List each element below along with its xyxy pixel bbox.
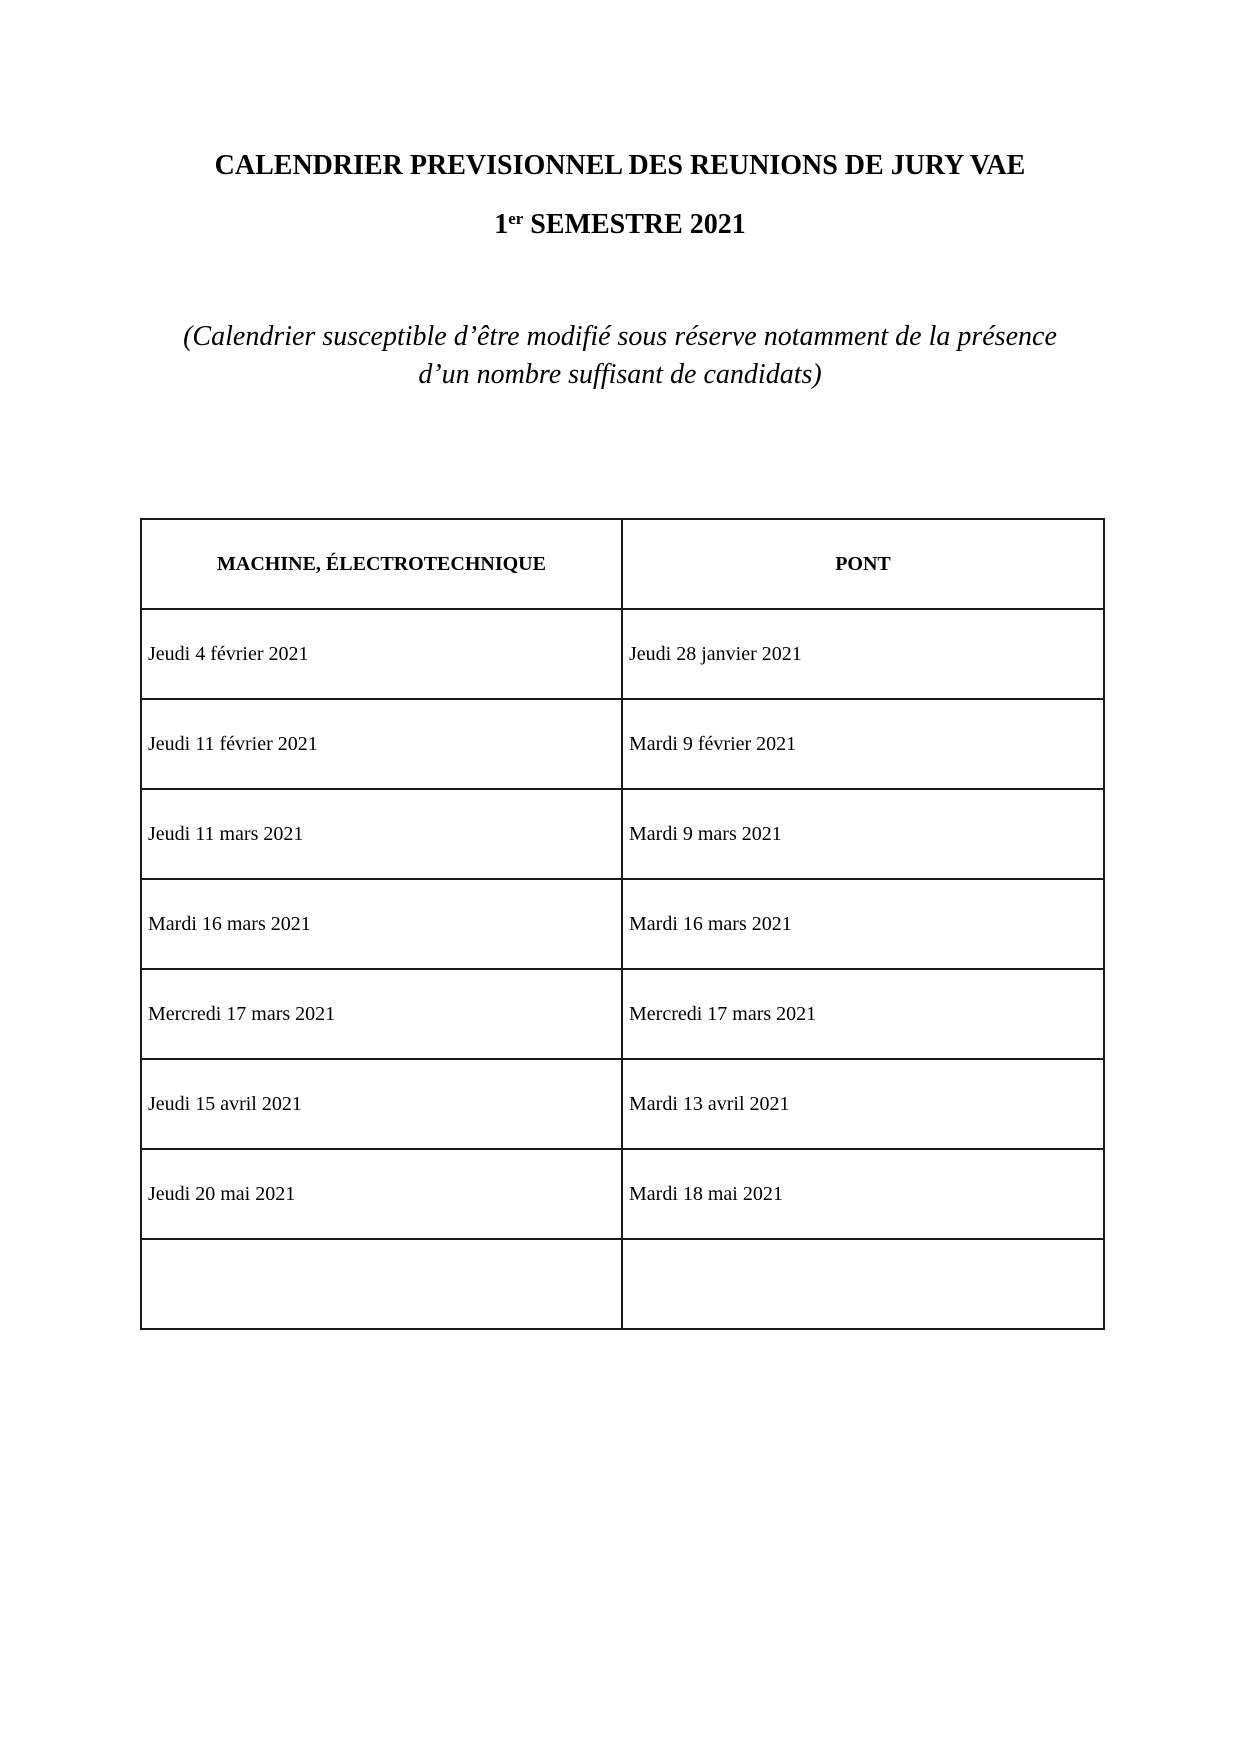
disclaimer-line-1: (Calendrier susceptible d’être modifié sous réserve notamment de la présence (183, 321, 1057, 352)
semester-heading (0, 209, 1240, 241)
table-row (141, 969, 1104, 1059)
table-row (141, 1059, 1104, 1149)
table-row-empty (141, 1239, 1104, 1329)
table-row (141, 1149, 1104, 1239)
machine-date-cell: Jeudi 11 mars 2021 (141, 789, 622, 879)
jury-calendar-table (140, 518, 1105, 1330)
disclaimer-line-2: d’un nombre suffisant de candidats) (418, 359, 822, 390)
machine-date-cell: Jeudi 15 avril 2021 (141, 1059, 622, 1149)
table-row (141, 609, 1104, 699)
pont-date-cell: Mardi 13 avril 2021 (622, 1059, 1104, 1149)
table-row (141, 879, 1104, 969)
pont-date-cell: Mardi 9 mars 2021 (622, 789, 1104, 879)
column-header-machine: MACHINE, ÉLECTROTECHNIQUE (141, 519, 622, 609)
pont-date-cell: Mardi 16 mars 2021 (622, 879, 1104, 969)
machine-date-cell: Jeudi 11 février 2021 (141, 699, 622, 789)
pont-date-cell: Mardi 18 mai 2021 (622, 1149, 1104, 1239)
machine-date-cell: Jeudi 4 février 2021 (141, 609, 622, 699)
pont-date-cell (622, 1239, 1104, 1329)
table-header-row (141, 519, 1104, 609)
semester-ordinal-suffix: er (508, 209, 524, 228)
disclaimer-note (0, 318, 1240, 394)
machine-date-cell: Jeudi 20 mai 2021 (141, 1149, 622, 1239)
document-title: CALENDRIER PREVISIONNEL DES REUNIONS DE JURY VAE (214, 150, 1026, 181)
machine-date-cell (141, 1239, 622, 1329)
pont-date-cell: Jeudi 28 janvier 2021 (622, 609, 1104, 699)
semester-number: 1 (494, 209, 509, 240)
machine-date-cell: Mercredi 17 mars 2021 (141, 969, 622, 1059)
machine-date-cell: Mardi 16 mars 2021 (141, 879, 622, 969)
pont-date-cell: Mercredi 17 mars 2021 (622, 969, 1104, 1059)
semester-text: SEMESTRE 2021 (523, 209, 746, 240)
column-header-pont: PONT (622, 519, 1104, 609)
pont-date-cell: Mardi 9 février 2021 (622, 699, 1104, 789)
table-row (141, 699, 1104, 789)
table-row (141, 789, 1104, 879)
